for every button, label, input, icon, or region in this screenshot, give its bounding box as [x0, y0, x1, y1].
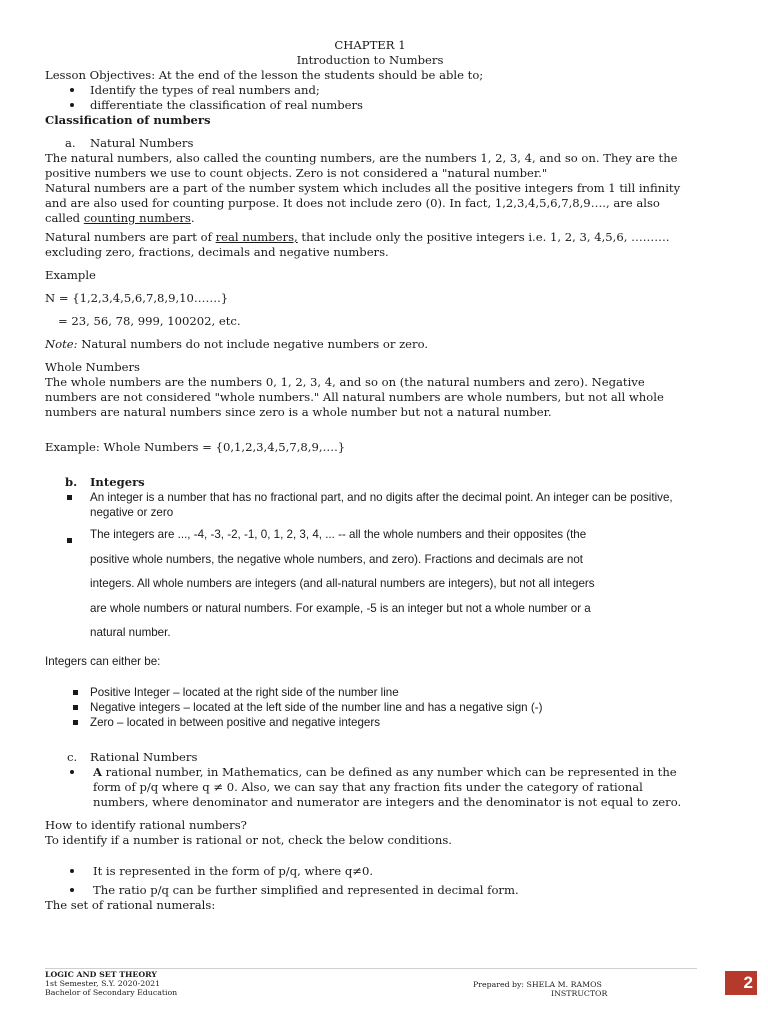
section-heading: Natural Numbers: [90, 136, 194, 150]
natural-note: [45, 337, 695, 352]
natural-paragraph-1: The natural numbers, also called the counting numbers, are the numbers 1, 2, 3, 4, and so on. They are the positive numbers we use to count objects. Zero is not considered a "natural number.": [45, 151, 678, 180]
condition-text: It is represented in the form of p/q, where q≠0.: [93, 863, 374, 878]
section-heading: Integers: [90, 475, 145, 489]
footer-prepared: Prepared by: SHELA M. RAMOS: [473, 980, 602, 989]
integers-heading: [45, 475, 695, 490]
bullet-line: positive whole numbers, the negative whole numbers, and zero). Fractions and decimals are not: [90, 552, 583, 566]
bullet-text: [93, 765, 695, 810]
text: Natural numbers are part of: [45, 230, 216, 244]
rational-how-answer: To identify if a number is rational or not, check the below conditions.: [45, 832, 452, 847]
page-number-badge: 2: [725, 971, 757, 995]
rational-how-question: How to identify rational numbers?: [45, 817, 247, 832]
integers-either: Integers can either be:: [45, 654, 161, 668]
integers-bullet-1: [45, 490, 695, 520]
whole-paragraph: The whole numbers are the numbers 0, 1, 2, 3, 4, and so on (the natural numbers and zero). Negative numbers are not considered "whole numbers." All natural numbers are whole numbers, but not all whole numbers are natural numbers since zero is a whole number but not a natural number.: [45, 375, 664, 419]
document-body: [45, 38, 695, 913]
square-bullet-icon: [73, 720, 78, 725]
bullet-line: The integers are ..., -4, -3, -2, -1, 0, 1, 2, 3, 4, ... -- all the whole numbers and their opposites (the: [90, 528, 587, 541]
type-text: Positive Integer – located at the right side of the number line: [90, 685, 399, 699]
footer-divider: [45, 968, 697, 969]
integers-bullet-2: [45, 528, 695, 646]
square-bullet-icon: [67, 495, 72, 500]
footer-program: Bachelor of Secondary Education: [45, 988, 178, 997]
note-text: Natural numbers do not include negative numbers or zero.: [77, 337, 429, 351]
whole-heading: Whole Numbers: [45, 360, 140, 374]
section-marker: c.: [67, 749, 78, 764]
square-bullet-icon: [73, 705, 78, 710]
section-marker: b.: [65, 475, 78, 489]
text: rational number, in Mathematics, can be defined as any number which can be represented in the form of p/q where q ≠ 0. Also, we can say that any fraction fits under the category of rational numbers, where denominator and numerator are integers and the denominator is not equal to zero.: [93, 764, 682, 809]
bullet-line: integers. All whole numbers are integers (and all-natural numbers are integers), but not all integers: [90, 577, 595, 590]
objective-text: differentiate the classification of real numbers: [90, 98, 363, 112]
bullet-icon: [70, 770, 74, 774]
footer-role: INSTRUCTOR: [551, 989, 608, 998]
footer-course: LOGIC AND SET THEORY: [45, 970, 157, 979]
bullet-line: are whole numbers or natural numbers. For example, -5 is an integer but not a whole number or a: [90, 601, 591, 615]
natural-paragraph-3: [45, 230, 695, 260]
text: .: [190, 211, 195, 225]
natural-heading: [45, 136, 695, 151]
text: that include only the positive integers i.e. 1, 2, 3, 4,5,6, ………. excluding zero, fractions, decimals and negative numbers.: [45, 230, 670, 259]
bullet-icon: [70, 88, 74, 92]
objective-item-2: [45, 98, 695, 113]
counting-numbers-link[interactable]: counting numbers: [83, 211, 191, 225]
text: Natural numbers are a part of the number system which includes all the positive integers from 1 till infinity and are also used for counting purpose. It does not include zero (0). In fact, 1,2,3,4,5,6,7,8,9…., are also called: [45, 181, 681, 225]
natural-example-set: N = {1,2,3,4,5,6,7,8,9,10…….}: [45, 291, 229, 305]
note-label: Note:: [45, 337, 78, 351]
square-bullet-icon: [73, 690, 78, 695]
footer-right: [473, 980, 607, 998]
bullet-text: An integer is a number that has no fractional part, and no digits after the decimal point. An integer can be positive, negative or zero: [90, 491, 673, 519]
section-marker: a.: [65, 136, 76, 150]
rational-condition-1: [45, 864, 695, 879]
objectives-intro: Lesson Objectives: At the end of the lesson the students should be able to;: [45, 68, 484, 82]
bullet-line: natural number.: [90, 626, 171, 639]
condition-text: The ratio p/q can be further simplified and represented in decimal form.: [93, 882, 519, 897]
natural-example-values: = 23, 56, 78, 999, 100202, etc.: [58, 314, 241, 328]
example-label: Example: [45, 268, 96, 282]
chapter-title: Introduction to Numbers: [296, 53, 444, 67]
type-text: Negative integers – located at the left side of the number line and has a negative sign (-): [90, 700, 543, 714]
footer-semester: 1st Semester, S.Y. 2020-2021: [45, 979, 161, 988]
rational-heading: [45, 750, 695, 765]
real-numbers-link[interactable]: real numbers,: [215, 230, 298, 244]
bullet-icon: [70, 888, 74, 892]
dropcap: A: [93, 764, 102, 779]
square-bullet-icon: [67, 538, 72, 543]
rational-condition-2: [45, 883, 695, 898]
natural-paragraph-2: [45, 181, 695, 226]
objective-item-1: [45, 83, 695, 98]
integer-type-positive: [45, 685, 695, 700]
integer-type-negative: [45, 700, 695, 715]
rational-set-label: The set of rational numerals:: [45, 897, 216, 912]
type-text: Zero – located in between positive and negative integers: [90, 715, 381, 729]
whole-example: Example: Whole Numbers = {0,1,2,3,4,5,7,8,9,….}: [45, 440, 346, 454]
section-heading: Rational Numbers: [90, 749, 198, 764]
integer-type-zero: [45, 715, 695, 730]
chapter-label: CHAPTER 1: [334, 38, 406, 52]
footer-left: [45, 970, 177, 997]
classification-heading: Classification of numbers: [45, 113, 211, 127]
bullet-icon: [70, 869, 74, 873]
rational-bullet: [45, 765, 695, 810]
bullet-icon: [70, 103, 74, 107]
objective-text: Identify the types of real numbers and;: [90, 83, 320, 97]
